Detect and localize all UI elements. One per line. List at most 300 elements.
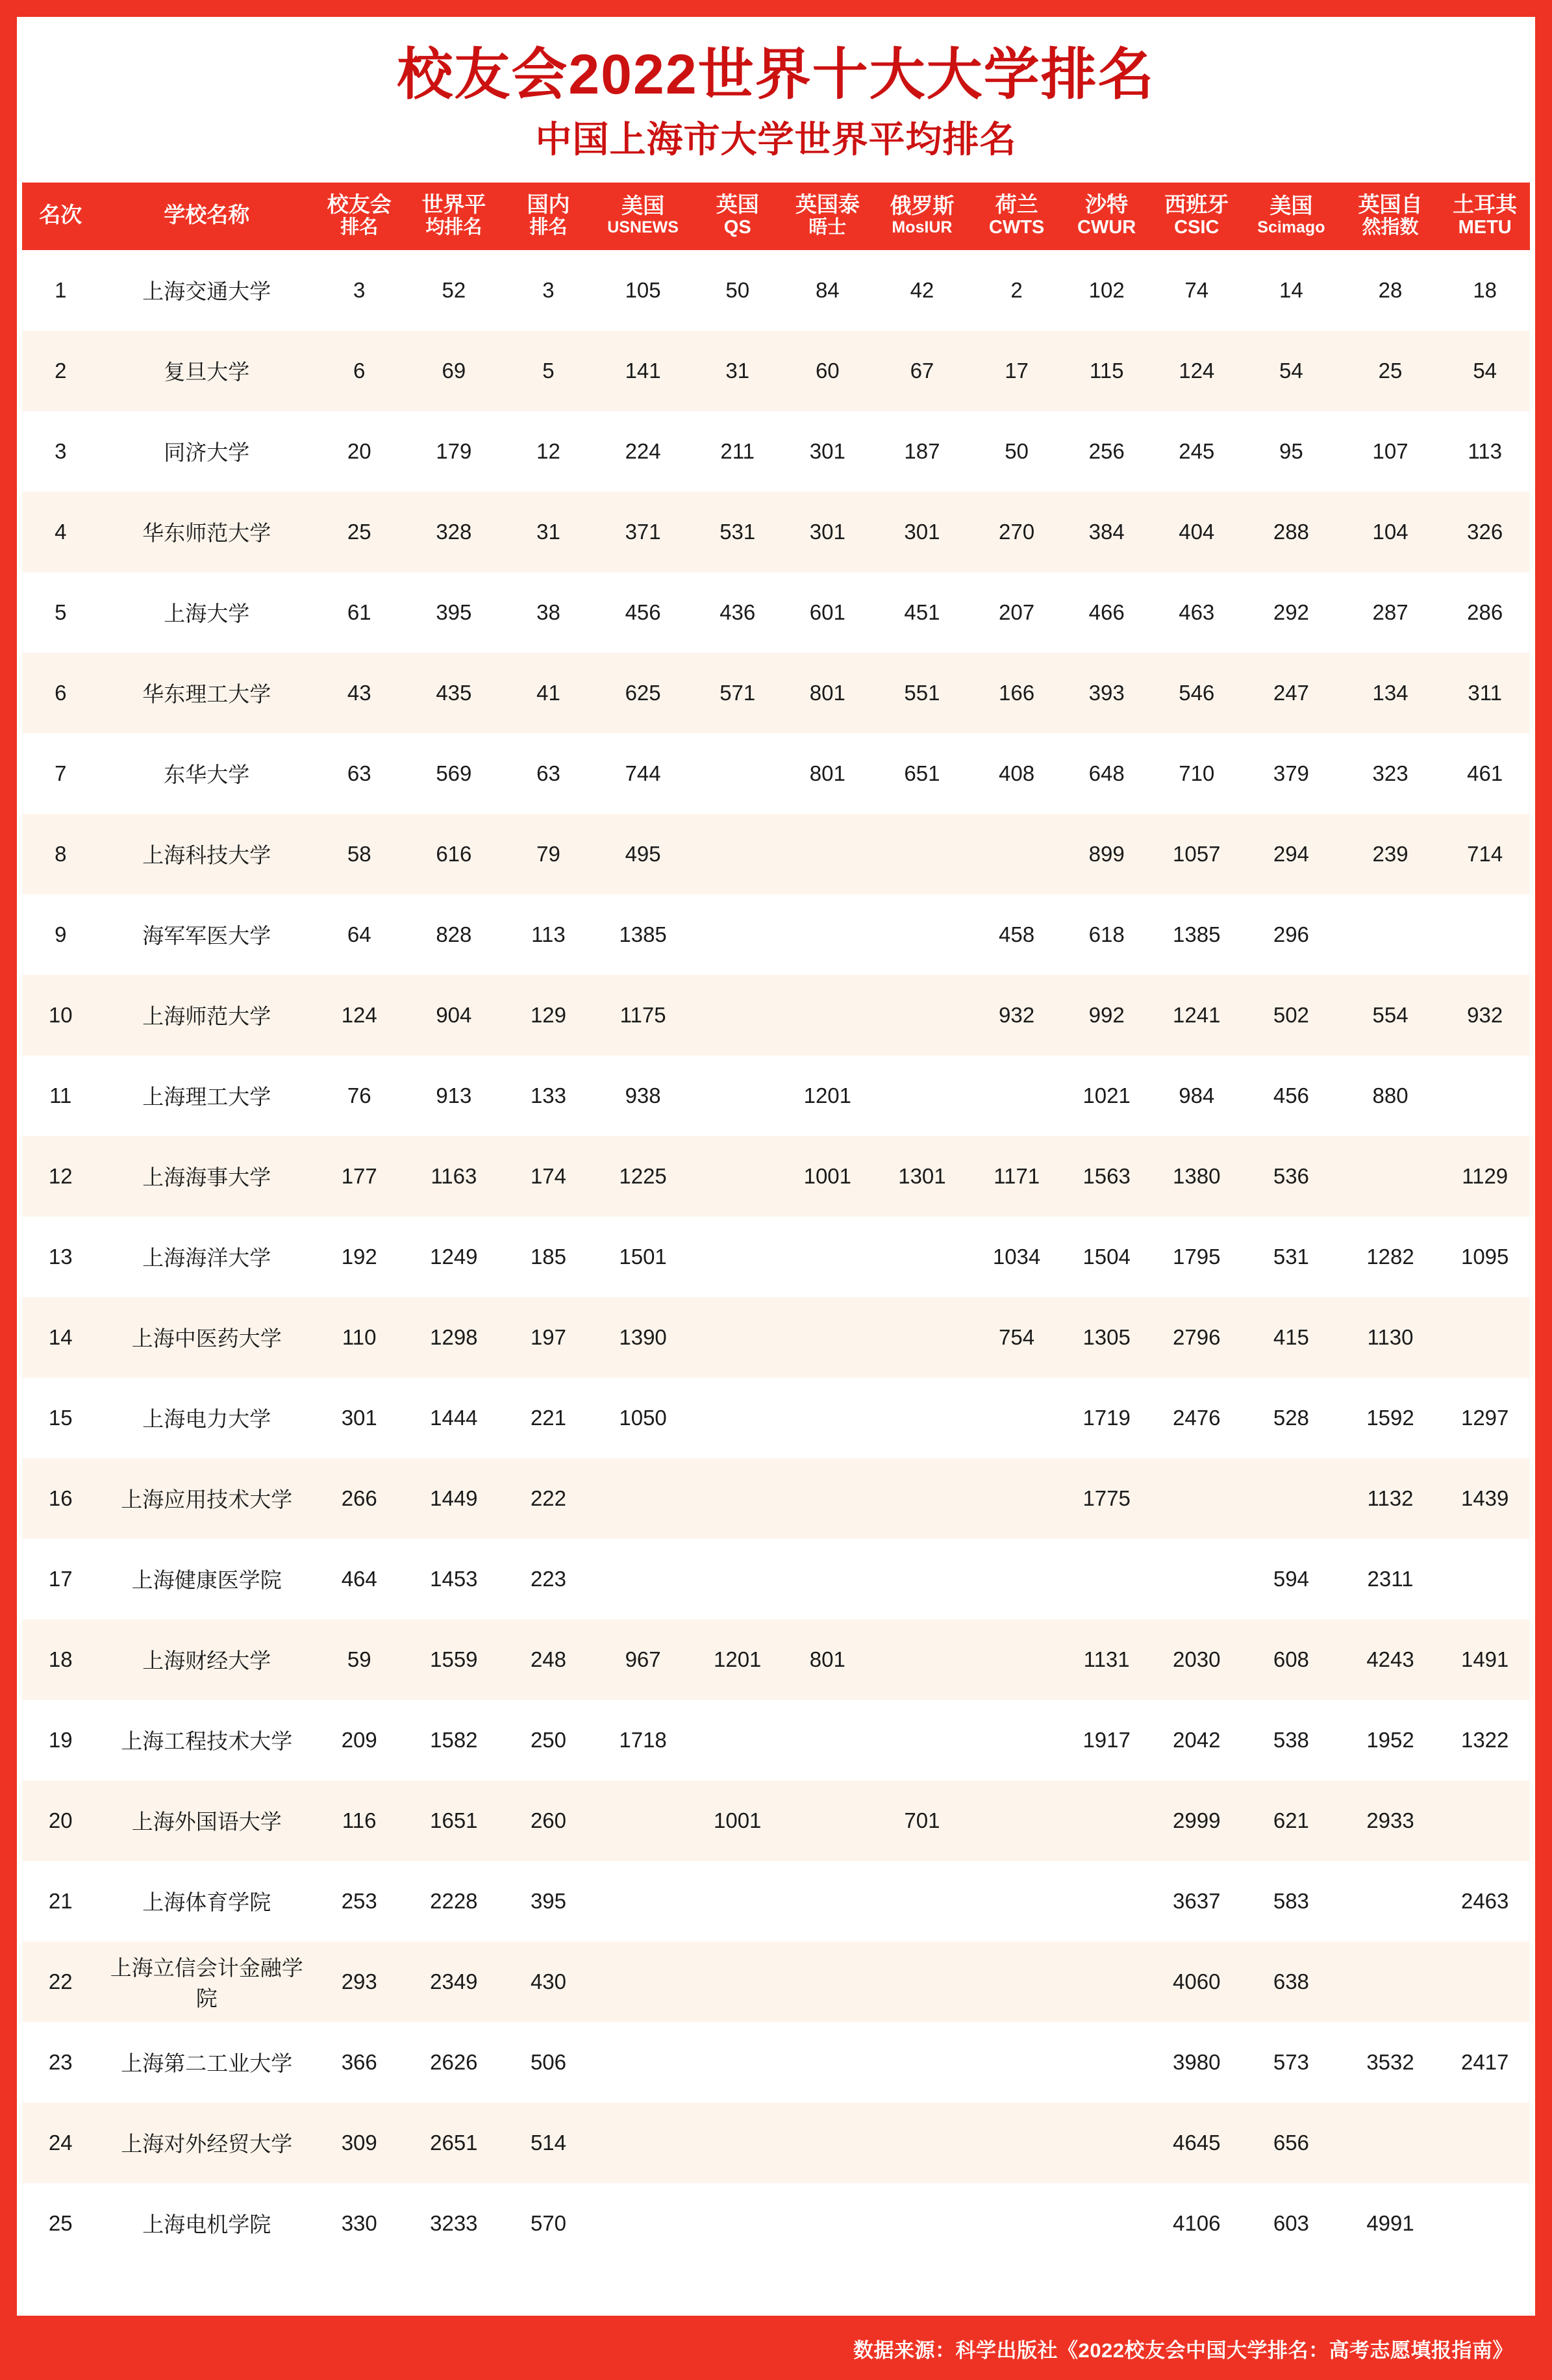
cell-world_avg: 1449 bbox=[430, 1486, 478, 1510]
cell-metu bbox=[1440, 2183, 1530, 2264]
cell-qs: 436 bbox=[720, 600, 756, 624]
cell-alumni: 20 bbox=[347, 438, 371, 463]
cell-csic: 4645 bbox=[1173, 2130, 1221, 2155]
table-row[interactable] bbox=[22, 411, 1530, 492]
cell-alumni: 43 bbox=[347, 680, 371, 705]
cell-world_avg: 1651 bbox=[430, 1808, 478, 1832]
cell-rank: 20 bbox=[48, 1808, 73, 1832]
cell-the: 301 bbox=[809, 438, 845, 463]
cell-the: 801 bbox=[809, 1647, 845, 1671]
cell-usnews: 625 bbox=[625, 680, 661, 705]
cell-nature: 287 bbox=[1372, 600, 1408, 624]
column-header-cn: 学校名称 bbox=[164, 203, 250, 227]
cell-qs: 1001 bbox=[714, 1808, 762, 1832]
cell-usnews: 1175 bbox=[620, 1002, 666, 1027]
cell-alumni: 366 bbox=[341, 2049, 377, 2074]
cell-nature: 2933 bbox=[1366, 1808, 1414, 1832]
cell-the: 1201 bbox=[803, 1083, 852, 1108]
cell-qs bbox=[692, 1136, 782, 1217]
cell-nature: 1282 bbox=[1366, 1244, 1414, 1269]
column-header-4[interactable] bbox=[503, 183, 594, 249]
cell-nature: 323 bbox=[1372, 761, 1408, 785]
cell-school-name: 上海电机学院 bbox=[142, 2212, 271, 2237]
cell-domestic: 174 bbox=[530, 1163, 566, 1188]
cell-rank: 9 bbox=[55, 922, 67, 946]
cell-cwur: 1504 bbox=[1083, 1244, 1131, 1269]
table-row[interactable] bbox=[22, 733, 1530, 814]
cell-mosiur bbox=[873, 1700, 972, 1780]
cell-metu: 932 bbox=[1467, 1002, 1503, 1027]
cell-usnews: 495 bbox=[625, 841, 661, 866]
cell-csic: 1380 bbox=[1173, 1163, 1221, 1188]
table-row[interactable] bbox=[22, 1942, 1530, 2022]
cell-usnews: 1390 bbox=[619, 1324, 667, 1349]
column-header-14[interactable] bbox=[1440, 183, 1530, 249]
cell-cwur: 992 bbox=[1088, 1002, 1125, 1027]
cell-alumni: 64 bbox=[347, 922, 371, 946]
table-row[interactable] bbox=[22, 492, 1530, 572]
cell-rank: 13 bbox=[48, 1244, 73, 1269]
cell-scimago: 573 bbox=[1273, 2049, 1309, 2074]
cell-csic: 1795 bbox=[1173, 1244, 1221, 1269]
cell-scimago: 583 bbox=[1273, 1888, 1309, 1913]
cell-scimago: 656 bbox=[1273, 2130, 1309, 2155]
cell-csic: 74 bbox=[1184, 277, 1209, 302]
cell-cwur: 1563 bbox=[1083, 1163, 1131, 1188]
table-row[interactable] bbox=[22, 1458, 1530, 1539]
cell-nature: 104 bbox=[1372, 519, 1408, 544]
cell-world_avg: 1163 bbox=[431, 1163, 477, 1188]
cell-usnews: 224 bbox=[625, 438, 661, 463]
cell-alumni: 330 bbox=[341, 2210, 377, 2235]
cell-cwts: 458 bbox=[999, 922, 1035, 946]
cell-cwts bbox=[971, 1056, 1062, 1136]
cell-cwur: 393 bbox=[1088, 680, 1125, 705]
cell-mosiur: 451 bbox=[904, 600, 940, 624]
cell-alumni: 6 bbox=[353, 358, 366, 383]
cell-cwts bbox=[971, 1619, 1062, 1700]
cell-domestic: 129 bbox=[530, 1002, 566, 1027]
cell-metu bbox=[1440, 1297, 1530, 1378]
table-row[interactable] bbox=[22, 894, 1530, 975]
cell-nature: 134 bbox=[1372, 680, 1408, 705]
cell-the bbox=[782, 1942, 873, 2022]
cell-csic: 2796 bbox=[1173, 1324, 1221, 1349]
cell-qs bbox=[692, 733, 782, 814]
cell-nature: 4243 bbox=[1366, 1647, 1414, 1671]
column-header-12[interactable] bbox=[1242, 183, 1341, 249]
column-header-sub: USNEWS bbox=[607, 218, 679, 237]
cell-school-name: 上海交通大学 bbox=[142, 279, 271, 304]
cell-school-name: 上海健康医学院 bbox=[131, 1568, 282, 1593]
cell-mosiur bbox=[873, 814, 972, 894]
cell-school-name: 上海电力大学 bbox=[142, 1407, 271, 1432]
cell-metu: 461 bbox=[1467, 761, 1503, 785]
cell-cwur: 1917 bbox=[1083, 1727, 1131, 1752]
cell-scimago: 531 bbox=[1273, 1244, 1309, 1269]
table-row[interactable] bbox=[22, 1539, 1530, 1619]
cell-rank: 5 bbox=[55, 600, 67, 624]
cell-cwur: 102 bbox=[1088, 277, 1125, 302]
cell-nature bbox=[1341, 2103, 1440, 2183]
poster-inner bbox=[17, 17, 1535, 2380]
cell-world_avg: 69 bbox=[442, 358, 466, 383]
cell-cwts bbox=[971, 2183, 1062, 2264]
cell-nature: 239 bbox=[1372, 841, 1408, 866]
cell-domestic: 197 bbox=[530, 1324, 566, 1349]
cell-mosiur: 1301 bbox=[898, 1163, 946, 1188]
cell-rank: 21 bbox=[48, 1888, 73, 1913]
table-row[interactable] bbox=[22, 1297, 1530, 1378]
cell-world_avg: 2626 bbox=[430, 2049, 478, 2074]
cell-school-name: 上海应用技术大学 bbox=[121, 1488, 293, 1512]
cell-the bbox=[782, 1700, 873, 1780]
cell-mosiur bbox=[873, 1378, 972, 1458]
cell-the bbox=[782, 1458, 873, 1539]
cell-cwts bbox=[971, 1700, 1062, 1780]
cell-metu: 1439 bbox=[1460, 1486, 1509, 1510]
cell-qs bbox=[692, 1861, 782, 1942]
cell-qs bbox=[692, 1458, 782, 1539]
cell-alumni: 266 bbox=[341, 1486, 377, 1510]
cell-mosiur bbox=[873, 1297, 972, 1378]
cell-scimago bbox=[1242, 1458, 1341, 1539]
cell-cwur: 466 bbox=[1088, 600, 1125, 624]
cell-nature: 3532 bbox=[1366, 2049, 1414, 2074]
cell-cwts bbox=[971, 2103, 1062, 2183]
cell-world_avg: 913 bbox=[436, 1083, 472, 1108]
cell-school-name: 上海第二工业大学 bbox=[121, 2051, 293, 2076]
table-row[interactable] bbox=[22, 250, 1530, 331]
cell-world_avg: 2651 bbox=[430, 2130, 478, 2155]
cell-nature bbox=[1341, 1942, 1440, 2022]
column-header-11[interactable] bbox=[1151, 183, 1242, 249]
cell-qs bbox=[692, 2183, 782, 2264]
cell-cwur bbox=[1062, 2183, 1152, 2264]
cell-school-name: 上海工程技术大学 bbox=[121, 1729, 293, 1754]
cell-rank: 14 bbox=[48, 1324, 73, 1349]
cell-mosiur: 301 bbox=[904, 519, 940, 544]
cell-mosiur bbox=[873, 1619, 972, 1700]
cell-usnews: 967 bbox=[625, 1647, 661, 1671]
cell-metu: 714 bbox=[1467, 841, 1503, 866]
cell-nature: 28 bbox=[1378, 277, 1403, 302]
column-header-6[interactable] bbox=[692, 183, 782, 249]
cell-metu bbox=[1440, 1780, 1530, 1861]
cell-cwts: 408 bbox=[999, 761, 1035, 785]
column-header-2[interactable] bbox=[314, 183, 405, 249]
cell-cwur bbox=[1062, 1780, 1152, 1861]
cell-nature: 1130 bbox=[1367, 1324, 1414, 1349]
cell-nature: 4991 bbox=[1366, 2210, 1414, 2235]
cell-domestic: 570 bbox=[530, 2210, 566, 2235]
cell-usnews: 938 bbox=[625, 1083, 661, 1108]
cell-cwur bbox=[1062, 1539, 1152, 1619]
table-header bbox=[22, 183, 1530, 249]
table-body bbox=[22, 250, 1530, 2264]
table-row[interactable] bbox=[22, 2103, 1530, 2183]
cell-alumni: 253 bbox=[341, 1888, 377, 1913]
cell-mosiur bbox=[873, 1539, 972, 1619]
cell-qs bbox=[692, 1297, 782, 1378]
cell-cwur: 115 bbox=[1089, 358, 1124, 383]
page-title: 校友会2022世界十大大学排名 bbox=[397, 44, 1155, 106]
cell-usnews: 1225 bbox=[619, 1163, 667, 1188]
cell-usnews bbox=[594, 2022, 693, 2103]
cell-cwur: 618 bbox=[1088, 922, 1125, 946]
cell-metu bbox=[1440, 2103, 1530, 2183]
cell-nature: 1592 bbox=[1366, 1405, 1414, 1430]
cell-rank: 24 bbox=[48, 2130, 73, 2155]
column-header-5[interactable] bbox=[594, 183, 693, 249]
column-header-cn: 世界平 bbox=[421, 192, 486, 217]
cell-school-name: 上海大学 bbox=[164, 601, 250, 626]
cell-csic: 245 bbox=[1179, 438, 1215, 463]
cell-cwts: 166 bbox=[999, 680, 1035, 705]
column-header-sub: 排名 bbox=[340, 217, 379, 238]
cell-metu: 1322 bbox=[1460, 1727, 1509, 1752]
cell-nature: 554 bbox=[1372, 1002, 1408, 1027]
cell-the bbox=[782, 1378, 873, 1458]
cell-qs bbox=[692, 2103, 782, 2183]
column-header-13[interactable] bbox=[1341, 183, 1440, 249]
cell-csic: 1385 bbox=[1173, 922, 1221, 946]
cell-alumni: 110 bbox=[342, 1324, 377, 1349]
cell-mosiur bbox=[873, 2022, 972, 2103]
cell-csic bbox=[1151, 1458, 1242, 1539]
cell-rank: 2 bbox=[55, 358, 67, 383]
cell-qs: 571 bbox=[720, 680, 756, 705]
table-row[interactable] bbox=[22, 1700, 1530, 1780]
cell-usnews bbox=[594, 1942, 693, 2022]
cell-cwur: 1021 bbox=[1083, 1083, 1131, 1108]
cell-cwur: 1131 bbox=[1083, 1647, 1130, 1671]
cell-nature bbox=[1341, 1136, 1440, 1217]
cell-cwts: 17 bbox=[1005, 358, 1029, 383]
table-row[interactable] bbox=[22, 2022, 1530, 2103]
cell-world_avg: 1453 bbox=[430, 1566, 478, 1591]
cell-world_avg: 3233 bbox=[430, 2210, 478, 2235]
cell-mosiur bbox=[873, 2103, 972, 2183]
cell-the bbox=[782, 975, 873, 1056]
cell-qs: 31 bbox=[725, 358, 750, 383]
cell-alumni: 3 bbox=[353, 277, 366, 302]
cell-cwur: 1719 bbox=[1083, 1405, 1131, 1430]
cell-rank: 16 bbox=[48, 1486, 73, 1510]
cell-csic: 463 bbox=[1179, 600, 1215, 624]
cell-cwur: 1305 bbox=[1083, 1324, 1131, 1349]
cell-domestic: 12 bbox=[536, 438, 560, 463]
cell-nature: 880 bbox=[1372, 1083, 1408, 1108]
cell-the: 801 bbox=[809, 680, 845, 705]
cell-cwur bbox=[1062, 2022, 1152, 2103]
cell-alumni: 301 bbox=[341, 1405, 377, 1430]
cell-qs: 531 bbox=[720, 519, 756, 544]
column-header-7[interactable] bbox=[782, 183, 873, 249]
cell-usnews: 1050 bbox=[619, 1405, 667, 1430]
cell-usnews: 1385 bbox=[619, 922, 667, 946]
cell-scimago: 294 bbox=[1273, 841, 1309, 866]
cell-school-name: 华东师范大学 bbox=[142, 521, 271, 546]
cell-cwts: 754 bbox=[999, 1324, 1035, 1349]
cell-metu: 54 bbox=[1473, 358, 1497, 383]
cell-csic: 3980 bbox=[1173, 2049, 1221, 2074]
cell-the bbox=[782, 2103, 873, 2183]
cell-metu: 2417 bbox=[1460, 2049, 1509, 2074]
cell-usnews bbox=[594, 1458, 693, 1539]
column-header-cn: 美国 bbox=[1270, 194, 1313, 218]
cell-school-name: 上海海洋大学 bbox=[142, 1246, 271, 1271]
table-row[interactable] bbox=[22, 1217, 1530, 1297]
cell-rank: 17 bbox=[48, 1566, 73, 1591]
cell-usnews: 371 bbox=[625, 519, 661, 544]
cell-scimago: 379 bbox=[1273, 761, 1309, 785]
cell-metu: 326 bbox=[1467, 519, 1503, 544]
cell-usnews: 456 bbox=[625, 600, 661, 624]
cell-scimago: 456 bbox=[1273, 1083, 1309, 1108]
column-header-10[interactable] bbox=[1062, 183, 1152, 249]
cell-usnews: 744 bbox=[625, 761, 661, 785]
table-row[interactable] bbox=[22, 1619, 1530, 1700]
cell-domestic: 248 bbox=[530, 1647, 566, 1671]
cell-alumni: 177 bbox=[341, 1163, 377, 1188]
cell-cwts: 932 bbox=[999, 1002, 1035, 1027]
cell-world_avg: 1582 bbox=[430, 1727, 478, 1752]
cell-usnews: 105 bbox=[625, 277, 661, 302]
cell-alumni: 116 bbox=[342, 1808, 377, 1832]
cell-mosiur bbox=[873, 894, 972, 975]
cell-cwur: 648 bbox=[1088, 761, 1125, 785]
cell-metu: 18 bbox=[1473, 277, 1497, 302]
cell-alumni: 59 bbox=[347, 1647, 371, 1671]
column-header-sub: QS bbox=[723, 217, 751, 238]
cell-usnews: 1718 bbox=[619, 1727, 667, 1752]
cell-the: 60 bbox=[815, 358, 840, 383]
column-header-3[interactable] bbox=[405, 183, 504, 249]
cell-school-name: 同济大学 bbox=[164, 440, 250, 465]
cell-cwts bbox=[971, 1780, 1062, 1861]
table-row[interactable] bbox=[22, 1056, 1530, 1136]
cell-cwur: 1775 bbox=[1083, 1486, 1131, 1510]
cell-usnews: 141 bbox=[625, 358, 661, 383]
table-row[interactable] bbox=[22, 1136, 1530, 1217]
cell-mosiur bbox=[873, 1458, 972, 1539]
table-row[interactable] bbox=[22, 1780, 1530, 1861]
table-row[interactable] bbox=[22, 331, 1530, 411]
column-header-1[interactable] bbox=[99, 183, 314, 249]
cell-qs: 211 bbox=[720, 438, 755, 463]
table-row[interactable] bbox=[22, 1861, 1530, 1942]
cell-cwur bbox=[1062, 1942, 1152, 2022]
cell-rank: 23 bbox=[48, 2049, 73, 2074]
cell-rank: 8 bbox=[55, 841, 67, 866]
cell-domestic: 5 bbox=[542, 358, 555, 383]
column-header-cn: 土耳其 bbox=[1453, 192, 1518, 217]
cell-the bbox=[782, 2022, 873, 2103]
column-header-cn: 荷兰 bbox=[995, 192, 1038, 217]
column-header-sub: CWUR bbox=[1077, 217, 1136, 238]
cell-nature bbox=[1341, 894, 1440, 975]
cell-the bbox=[782, 1539, 873, 1619]
table-row[interactable] bbox=[22, 975, 1530, 1056]
table-row[interactable] bbox=[22, 814, 1530, 894]
table-row[interactable] bbox=[22, 653, 1530, 733]
cell-scimago: 536 bbox=[1273, 1163, 1309, 1188]
cell-domestic: 221 bbox=[530, 1405, 566, 1430]
table-row[interactable] bbox=[22, 2183, 1530, 2264]
cell-scimago: 415 bbox=[1273, 1324, 1309, 1349]
cell-metu bbox=[1440, 1056, 1530, 1136]
cell-usnews bbox=[594, 1861, 693, 1942]
cell-the bbox=[782, 1780, 873, 1861]
column-header-9[interactable] bbox=[971, 183, 1062, 249]
cell-scimago: 14 bbox=[1279, 277, 1303, 302]
cell-the bbox=[782, 1297, 873, 1378]
column-header-0[interactable] bbox=[22, 183, 99, 249]
column-header-8[interactable] bbox=[873, 183, 972, 249]
cell-school-name: 上海科技大学 bbox=[142, 843, 271, 868]
cell-world_avg: 904 bbox=[436, 1002, 472, 1027]
cell-world_avg: 52 bbox=[442, 277, 466, 302]
cell-mosiur bbox=[873, 1217, 972, 1297]
cell-qs bbox=[692, 1942, 782, 2022]
cell-qs bbox=[692, 894, 782, 975]
cell-world_avg: 328 bbox=[436, 519, 472, 544]
table-row[interactable] bbox=[22, 572, 1530, 653]
cell-scimago: 288 bbox=[1273, 519, 1309, 544]
cell-mosiur: 551 bbox=[904, 680, 940, 705]
column-header-sub: 然指数 bbox=[1362, 217, 1419, 238]
cell-domestic: 133 bbox=[530, 1083, 566, 1108]
cell-school-name: 上海立信会计金融学院 bbox=[110, 1955, 303, 2010]
cell-metu: 1297 bbox=[1460, 1405, 1509, 1430]
cell-school-name: 华东理工大学 bbox=[142, 682, 271, 707]
source-footer: 数据来源：科学出版社《2022校友会中国大学排名：高考志愿填报指南》 bbox=[17, 2316, 1535, 2380]
cell-school-name: 上海海事大学 bbox=[142, 1165, 271, 1190]
cell-domestic: 3 bbox=[542, 277, 555, 302]
cell-mosiur bbox=[873, 1056, 972, 1136]
cell-qs bbox=[692, 1539, 782, 1619]
cell-the bbox=[782, 1861, 873, 1942]
cell-qs: 1201 bbox=[714, 1647, 762, 1671]
column-header-cn: 国内 bbox=[527, 192, 570, 217]
cell-alumni: 58 bbox=[347, 841, 371, 866]
cell-cwts: 1171 bbox=[994, 1163, 1040, 1188]
cell-domestic: 430 bbox=[530, 1969, 566, 1994]
cell-qs bbox=[692, 1378, 782, 1458]
cell-scimago: 603 bbox=[1273, 2210, 1309, 2235]
cell-the bbox=[782, 1217, 873, 1297]
cell-domestic: 395 bbox=[530, 1888, 566, 1913]
cell-metu: 311 bbox=[1468, 680, 1502, 705]
cell-cwts bbox=[971, 1378, 1062, 1458]
column-header-cn: 沙特 bbox=[1085, 192, 1129, 217]
column-header-cn: 校友会 bbox=[327, 192, 392, 217]
cell-csic: 3637 bbox=[1173, 1888, 1221, 1913]
cell-qs bbox=[692, 2022, 782, 2103]
table-row[interactable] bbox=[22, 1378, 1530, 1458]
column-header-cn: 英国自 bbox=[1358, 192, 1423, 217]
cell-world_avg: 1298 bbox=[430, 1324, 478, 1349]
cell-csic: 984 bbox=[1179, 1083, 1215, 1108]
cell-the: 601 bbox=[809, 600, 845, 624]
cell-usnews bbox=[594, 2183, 693, 2264]
cell-alumni: 192 bbox=[341, 1244, 377, 1269]
cell-rank: 1 bbox=[55, 277, 67, 302]
cell-csic bbox=[1151, 1539, 1242, 1619]
cell-qs bbox=[692, 1217, 782, 1297]
column-header-sub: CSIC bbox=[1174, 217, 1220, 238]
